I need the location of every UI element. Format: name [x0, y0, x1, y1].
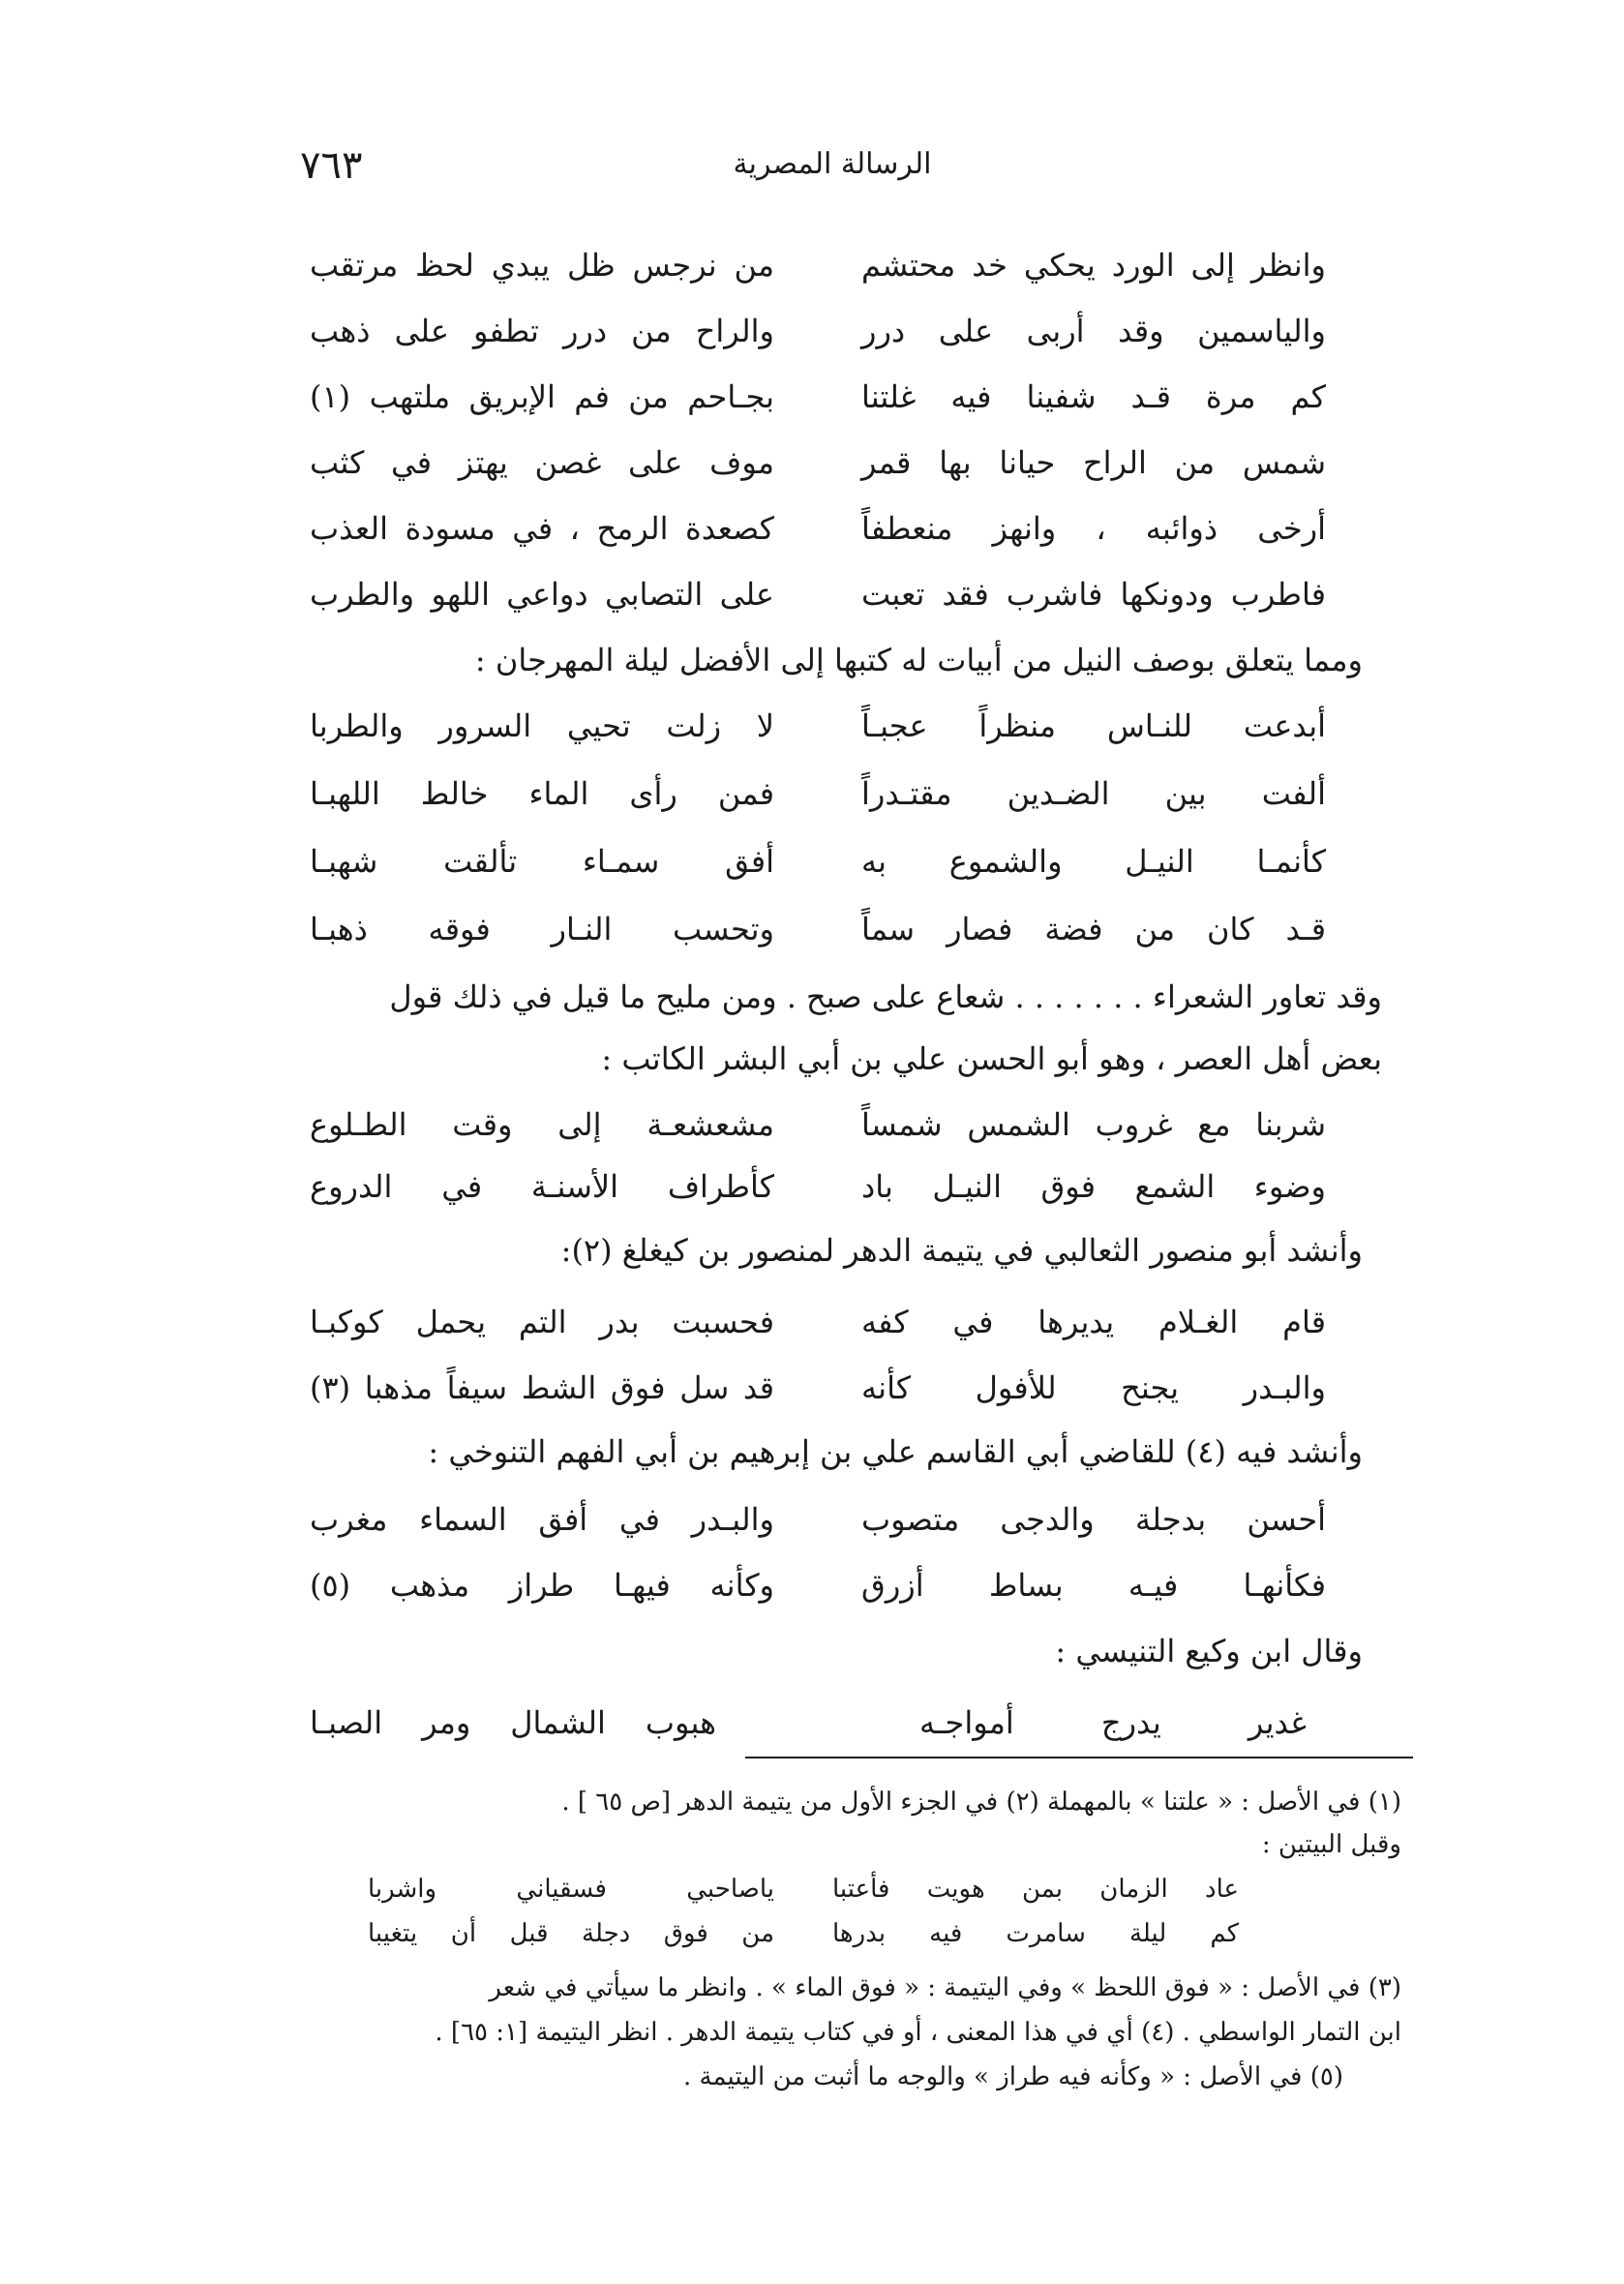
verse-hemistich: وضوء الشمع فوق النيـل باد	[861, 1168, 1326, 1205]
verse-hemistich: لا زلت تحيي السرور والطربا	[310, 707, 774, 744]
verse-hemistich: كم مرة قـد شفينا فيه غلتنا	[861, 378, 1326, 415]
prose-line: وقال ابن وكيع التنيسي :	[1055, 1633, 1363, 1669]
verse-c2	[310, 1157, 1326, 1216]
verse-a4	[310, 434, 1326, 492]
verse-b3	[310, 832, 1326, 890]
verse-hemistich: قام الغـلام يديرها في كفه	[861, 1304, 1326, 1340]
verse-hemistich: كم ليلة سامرت فيه بدرها	[832, 1919, 1239, 1948]
verse-a2	[310, 302, 1326, 360]
verse-hemistich: والبـدر يجنح للأفول كأنه	[861, 1369, 1326, 1406]
verse-hemistich: شمس من الراح حيانا بها قمر	[861, 444, 1326, 481]
verse-hemistich: غدير يدرج أمواجـه	[919, 1704, 1307, 1741]
footnote-line: (٥) في الأصل : « وكأنه فيه طراز » والوجه ما أثبت من اليتيمة .	[683, 2062, 1343, 2091]
verse-hemistich: على التصابي دواعي اللهو والطرب	[310, 576, 774, 613]
verse-a1	[310, 236, 1326, 294]
footnote-verse	[368, 1912, 1239, 1955]
prose-line: بعض أهل العصر ، وهو أبو الحسن علي بن أبي البشر الكاتب :	[601, 1040, 1382, 1077]
verse-hemistich: وتحسب النـار فوقه ذهبـا	[310, 911, 774, 947]
footnote-line: (١) في الأصل : « علتنا » بالمهملة (٢) في الجزء الأول من يتيمة الدهر [ص ٦٥ ] .	[561, 1788, 1401, 1817]
footnote-line: (٣) في الأصل : « فوق اللحظ » وفي اليتيمة : « فوق الماء » . وانظر ما سيأتي في شعر	[489, 1973, 1401, 2002]
verse-hemistich: أرخى ذوائبه ، وانهز منعطفاً	[861, 510, 1326, 547]
verse-d1	[310, 1293, 1326, 1351]
verse-hemistich: ياصاحبي فسقياني واشربا	[368, 1875, 774, 1904]
verse-hemistich: أحسن بدجلة والدجى متصوب	[861, 1501, 1326, 1538]
verse-hemistich: فحسبت بدر التم يحمل كوكبـا	[310, 1304, 774, 1340]
verse-hemistich: كصعدة الرمح ، في مسودة العذب	[310, 510, 774, 547]
verse-hemistich: كأطراف الأسنـة في الدروع	[310, 1168, 774, 1205]
prose-line: ومما يتعلق بوصف النيل من أبيات له كتبها إلى الأفضل ليلة المهرجان :	[474, 642, 1363, 678]
verse-e2	[310, 1556, 1326, 1614]
verse-hemistich: وكأنه فيهـا طراز مذهب (٥)	[310, 1567, 774, 1604]
verse-hemistich: والبـدر في أفق السماء مغرب	[310, 1501, 774, 1538]
verse-hemistich: بجـاحم من فم الإبريق ملتهب (١)	[310, 378, 774, 415]
verse-hemistich: هبوب الشمال ومر الصبـا	[310, 1704, 716, 1741]
verse-hemistich: عاد الزمان بمن هويت فأعتبا	[832, 1875, 1239, 1904]
verse-hemistich: أبدعت للنـاس منظراً عجبـاً	[861, 707, 1326, 744]
verse-hemistich: فمن رأى الماء خالط اللهبـا	[310, 775, 774, 812]
footnote-separator	[745, 1757, 1413, 1758]
prose-line: وقد تعاور الشعراء . . . . . . . شعاع على صبح . ومن مليح ما قيل في ذلك قول	[389, 978, 1382, 1015]
verse-hemistich: مشعشعـة إلى وقت الطـلوع	[310, 1106, 774, 1143]
verse-hemistich: شربنا مع غروب الشمس شمساً	[861, 1106, 1326, 1143]
verse-c1	[310, 1096, 1326, 1154]
verse-hemistich: من نرجس ظل يبدي لحظ مرتقب	[310, 247, 774, 284]
verse-hemistich: موف على غصن يهتز في كثب	[310, 444, 774, 481]
verse-hemistich: أفق سمـاء تألقت شهبـا	[310, 843, 774, 880]
verse-b1	[310, 697, 1326, 755]
verse-a3	[310, 368, 1326, 426]
verse-hemistich: كأنمـا النيـل والشموع به	[861, 843, 1326, 880]
footnote-line: ابن التمار الواسطي . (٤) أي في هذا المعنى ، أو في كتاب يتيمة الدهر . انظر اليتيمة [١: ٦٥] .	[435, 2018, 1401, 2047]
verse-a6	[310, 565, 1326, 623]
verse-hemistich: فاطرب ودونكها فاشرب فقد تعبت	[861, 576, 1326, 613]
verse-hemistich: والياسمين وقد أربى على درر	[861, 313, 1326, 349]
verse-last	[310, 1694, 1326, 1752]
verse-hemistich: ألفت بين الضـدين مقتـدراً	[861, 775, 1326, 812]
verse-d2	[310, 1359, 1326, 1417]
verse-hemistich: قـد كان من فضة فصار سماً	[861, 911, 1326, 947]
verse-b4	[310, 900, 1326, 958]
footnote-line: وقبل البيتين :	[1261, 1830, 1401, 1859]
verse-hemistich: والراح من درر تطفو على ذهب	[310, 313, 774, 349]
verse-e1	[310, 1490, 1326, 1548]
verse-hemistich: فكأنهـا فيـه بساط أزرق	[861, 1567, 1326, 1604]
page-header	[300, 143, 1365, 201]
footnote-verse	[368, 1868, 1239, 1910]
verse-b2	[310, 765, 1326, 823]
page-number: ٧٦٣	[300, 143, 363, 188]
verse-hemistich: وانظر إلى الورد يحكي خد محتشم	[861, 247, 1326, 284]
running-title: الرسالة المصرية	[733, 147, 932, 181]
verse-hemistich: قد سل فوق الشط سيفاً مذهبا (٣)	[310, 1369, 774, 1406]
prose-line: وأنشد أبو منصور الثعالبي في يتيمة الدهر لمنصور بن كيغلغ (٢):	[560, 1232, 1363, 1269]
prose-line: وأنشد فيه (٤) للقاضي أبي القاسم علي بن إبرهيم بن أبي الفهم التنوخي :	[428, 1433, 1363, 1470]
verse-hemistich: من فوق دجلة قبل أن يتغيبا	[368, 1919, 774, 1948]
verse-a5	[310, 499, 1326, 557]
